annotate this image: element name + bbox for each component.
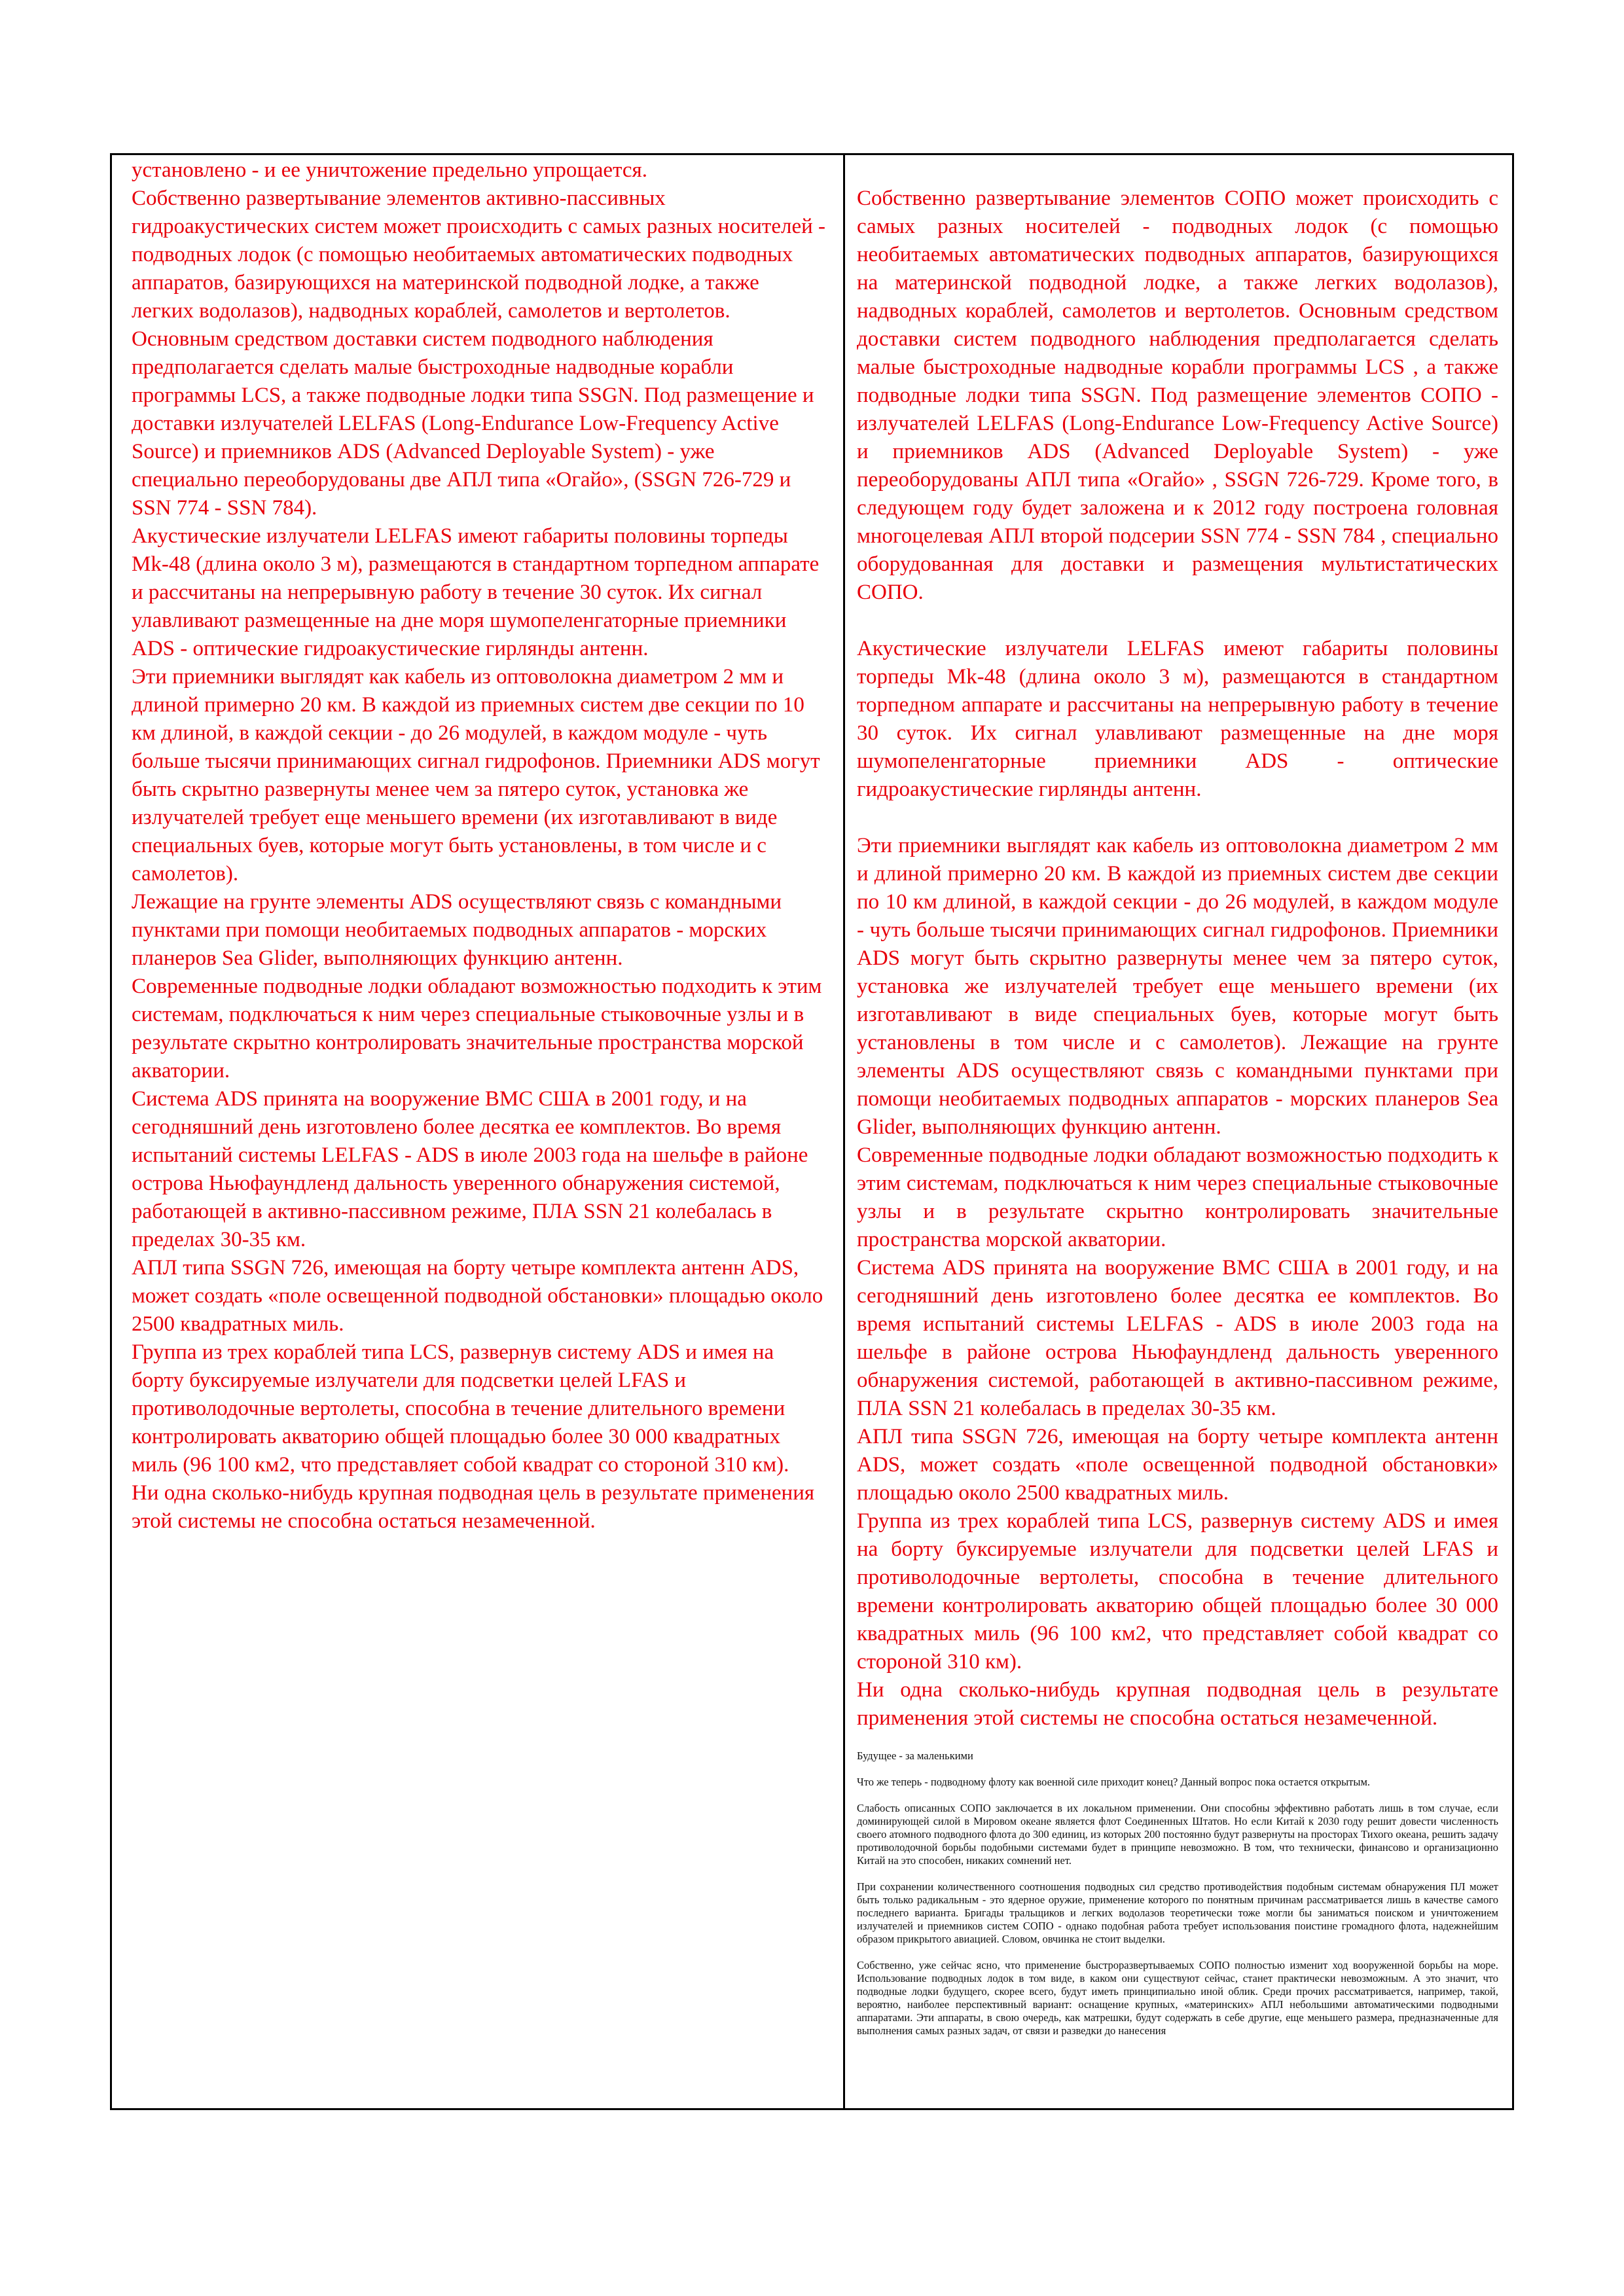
left-paragraph-5: Лежащие на грунте элементы ADS осуществляют связь с командными пунктами при помощи необитаемых подводных аппаратов - морских планеров Sea Glider, выполняющих функцию антенн. bbox=[132, 890, 782, 970]
left-paragraph-2: Собственно развертывание элементов активно-пассивных гидроакустических систем может происходить с самых разных носителей - подводных лодок (с помощью необитаемых автоматических подводных аппаратов, базирующихся на материнской подводной лодке, а также легких водолазов), надводных кораблей, самолетов и вертолетов. Основным средством доставки систем подводного наблюдения предполагается сделать малые быстроходные надводные корабли программы LCS, а также подводные лодки типа SSGN. Под размещение и доставки излучателей LELFAS (Long-Endurance Low-Frequency Active Source) и приемников ADS (Advanced Deployable System) - уже специально переоборудованы две АПЛ типа «Огайо», (SSGN 726-729 и SSN 774 - SSN 784). bbox=[132, 187, 826, 520]
small-paragraph-3: При сохранении количественного соотношения подводных сил средство противодействия подобным системам обнаружения ПЛ может быть только радикальным - это ядерное оружие, применение которого по понятным причинам рассматривается лишь в качестве самого последнего варианта. Бригады тральщиков и легких водолазов теоретически тоже могли бы заниматься поиском и уничтожением излучателей и приемников систем СОПО - однако подобная работа требует использования поистине громадного флота, надежнейшим образом прикрытого авиацией. Словом, овчинка не стоит выделки. bbox=[857, 1880, 1498, 1945]
right-paragraph-5: Система ADS принята на вооружение ВМС США в 2001 году, и на сегодняшний день изготовлено более десятка ее комплектов. Во время испытаний системы LELFAS - ADS в июле 2003 года на шельфе в районе острова Ньюфаундленд дальность уверенного обнаружения системой, работающей в активно-пассивном режиме, ПЛА SSN 21 колебалась в пределах 30-35 км. bbox=[857, 1256, 1498, 1420]
left-paragraph-4: Эти приемники выглядят как кабель из оптоволокна диаметром 2 мм и длиной примерно 20 км. В каждой из приемных систем две секции по 10 км длиной, в каждой секции - до 26 модулей, в каждом модуле - чуть больше тысячи принимающих сигнал гидрофонов. Приемники ADS могут быть скрытно развернуты менее чем за пятеро суток, установка же излучателей требует еще меньшего времени (их изготавливают в виде специальных буев, которые могут быть установлены, в том числе и с самолетов). bbox=[132, 665, 820, 886]
left-paragraph-10: Ни одна сколько-нибудь крупная подводная цель в результате применения этой системы не способна остаться незамеченной. bbox=[132, 1481, 815, 1533]
two-column-table bbox=[110, 153, 1514, 2110]
right-paragraph-2: Акустические излучатели LELFAS имеют габариты половины торпеды Mk-48 (длина около 3 м), размещаются в стандартном торпедном аппарате и рассчитаны на непрерывную работу в течение 30 суток. Их сигнал улавливают размещенные на дне моря шумопеленгаторные приемники ADS - оптические гидроакустические гирлянды антенн. bbox=[857, 637, 1498, 801]
small-paragraph-1: Что же теперь - подводному флоту как военной силе приходит конец? Данный вопрос пока остается открытым. bbox=[857, 1776, 1371, 1788]
left-paragraph-3: Акустические излучатели LELFAS имеют габариты половины торпеды Mk-48 (длина около 3 м), размещаются в стандартном торпедном аппарате и рассчитаны на непрерывную работу в течение 30 суток. Их сигнал улавливают размещенные на дне моря шумопеленгаторные приемники ADS - оптические гидроакустические гирлянды антенн. bbox=[132, 524, 820, 660]
small-paragraph-2: Слабость описанных СОПО заключается в их локальном применении. Они способны эффективно работать лишь в том случае, если доминирующей силой в Мировом океане является флот Соединенных Штатов. Но если Китай к 2030 году решит довести численность своего атомного подводного флота до 300 единиц, из которых 200 постоянно будут развернуты на просторах Тихого океана, решить задачу противолодочной борьбы подобными системами будет в принципе невозможно. В том, что технически, финансово и организационно Китай на это способен, никаких сомнений нет. bbox=[857, 1802, 1498, 1867]
left-paragraph-9: Группа из трех кораблей типа LCS, развернув систему ADS и имея на борту буксируемые излучатели для подсветки целей LFAS и противолодочные вертолеты, способна в течение длительного времени контролировать акваторию общей площадью более 30 000 квадратных миль (96 100 км2, что представляет собой квадрат со стороной 310 км). bbox=[132, 1340, 789, 1477]
left-column bbox=[132, 156, 825, 1535]
column-divider bbox=[843, 155, 845, 2108]
future-section bbox=[857, 1749, 1498, 2037]
small-paragraph-4: Собственно, уже сейчас ясно, что применение быстроразвертываемых СОПО полностью изменит ход вооруженной борьбы на море. Использование подводных лодок в том виде, в каком они существуют сейчас, станет практически невозможным. А это значит, что подводные лодки будущего, скорее всего, будут иметь принципиально иной облик. Среди прочих рассматривается, например, такой, вероятно, наиболее перспективный вариант: оснащение крупных, «материнских» АПЛ небольшими автоматическими подводными аппаратами. Эти аппараты, в свою очередь, как матрешки, будут содержать в себе другие, еще меньшего размера, предназначенные для выполнения самых разных задач, от связи и разведки до нанесения bbox=[857, 1959, 1498, 2037]
left-paragraph-1: установлено - и ее уничтожение предельно упрощается. bbox=[132, 158, 647, 182]
right-paragraph-4: Современные подводные лодки обладают возможностью подходить к этим системам, подключаться к ним через специальные стыковочные узлы и в результате скрытно контролировать значительные пространства морской акватории. bbox=[857, 1143, 1498, 1251]
right-column bbox=[857, 185, 1498, 2037]
right-paragraph-6: АПЛ типа SSGN 726, имеющая на борту четыре комплекта антенн ADS, может создать «поле освещенной подводной обстановки» площадью около 2500 квадратных миль. bbox=[857, 1425, 1498, 1505]
right-paragraph-3: Эти приемники выглядят как кабель из оптоволокна диаметром 2 мм и длиной примерно 20 км. В каждой из приемных систем две секции по 10 км длиной, в каждой секции - до 26 модулей, в каждом модуле - чуть больше тысячи принимающих сигнал гидрофонов. Приемники ADS могут быть скрытно развернуты менее чем за пятеро суток, установка же излучателей требует еще меньшего времени (их изготавливают в виде специальных буев, которые могут быть установлены в том числе и с самолетов). Лежащие на грунте элементы ADS осуществляют связь с командными пунктами при помощи необитаемых подводных аппаратов - морских планеров Sea Glider, выполняющих функцию антенн. bbox=[857, 834, 1498, 1139]
left-paragraph-7: Система ADS принята на вооружение ВМС США в 2001 году, и на сегодняшний день изготовлено более десятка ее комплектов. Во время испытаний системы LELFAS - ADS в июле 2003 года на шельфе в районе острова Ньюфаундленд дальность уверенного обнаружения системой, работающей в активно-пассивном режиме, ПЛА SSN 21 колебалась в пределах 30-35 км. bbox=[132, 1087, 808, 1251]
right-paragraph-8: Ни одна сколько-нибудь крупная подводная цель в результате применения этой системы не способна остаться незамеченной. bbox=[857, 1678, 1498, 1730]
section-heading: Будущее - за маленькими bbox=[857, 1749, 973, 1762]
left-paragraph-8: АПЛ типа SSGN 726, имеющая на борту четыре комплекта антенн ADS, может создать «поле освещенной подводной обстановки» площадью около 2500 квадратных миль. bbox=[132, 1256, 823, 1336]
right-paragraph-1: Собственно развертывание элементов СОПО может происходить с самых разных носителей - подводных лодок (с помощью необитаемых автоматических подводных аппаратов, базирующихся на материнской подводной лодке, а также легких водолазов), надводных кораблей, самолетов и вертолетов. Основным средством доставки систем подводного наблюдения предполагается сделать малые быстроходные надводные корабли программы LCS , а также подводные лодки типа SSGN. Под размещение элементов СОПО - излучателей LELFAS (Long-Endurance Low-Frequency Active Source) и приемников ADS (Advanced Deployable System) - уже переоборудованы АПЛ типа «Огайо» , SSGN 726-729. Кроме того, в следующем году будет заложена и к 2012 году построена головная многоцелевая АПЛ второй подсерии SSN 774 - SSN 784 , специально оборудованная для доставки и размещения мультистатических СОПО. bbox=[857, 187, 1498, 604]
right-paragraph-7: Группа из трех кораблей типа LCS, развернув систему ADS и имея на борту буксируемые излучатели для подсветки целей LFAS и противолодочные вертолеты, способна в течение длительного времени контролировать акваторию общей площадью более 30 000 квадратных миль (96 100 км2, что представляет собой квадрат со стороной 310 км). bbox=[857, 1509, 1498, 1674]
left-paragraph-6: Современные подводные лодки обладают возможностью подходить к этим системам, подключаться к ним через специальные стыковочные узлы и в результате скрытно контролировать значительные пространства морской акватории. bbox=[132, 975, 822, 1083]
